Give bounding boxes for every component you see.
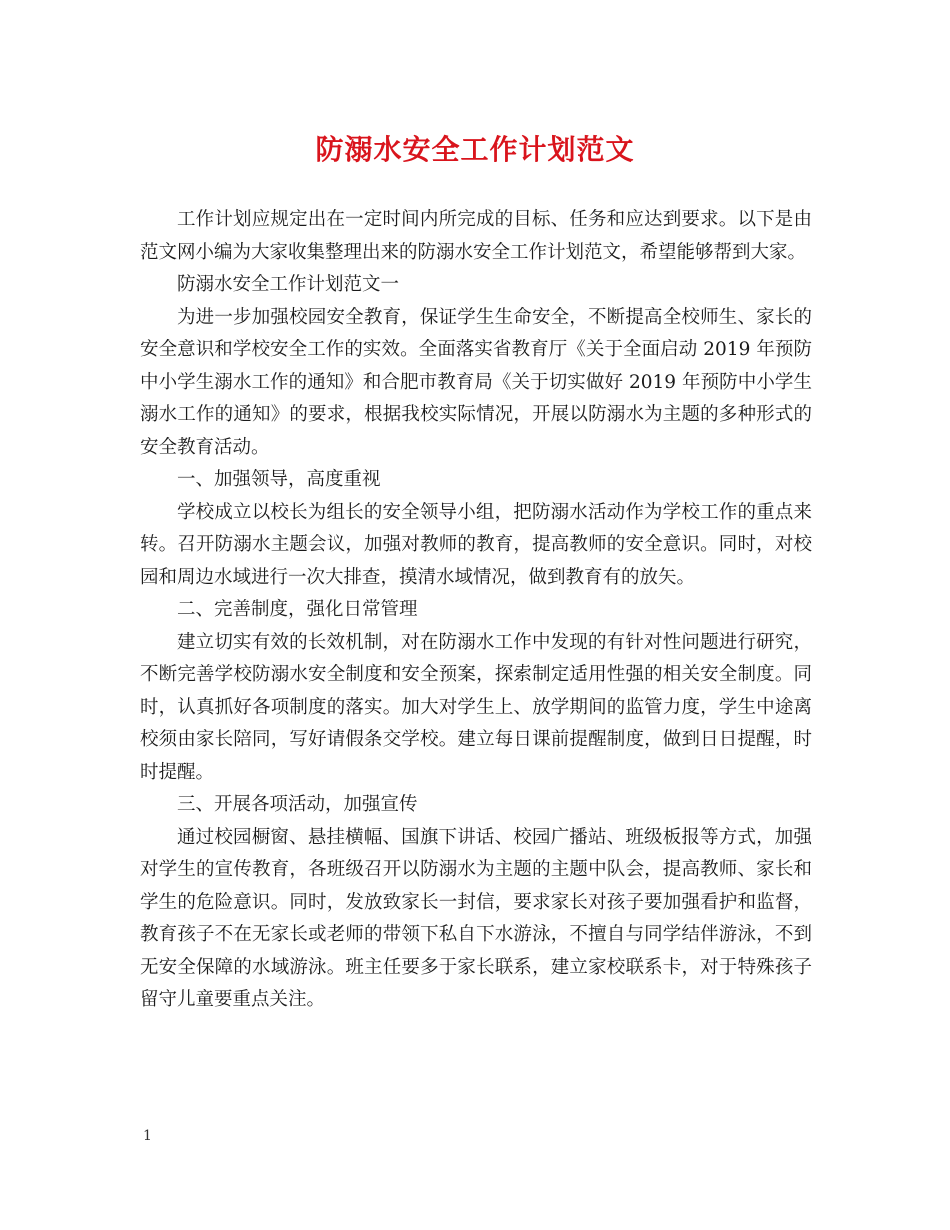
page-number: 1: [143, 1128, 152, 1144]
section-heading-leadership: 一、加强领导，高度重视: [177, 469, 381, 490]
document-title: 防溺水安全工作计划范文: [315, 133, 635, 166]
section-heading-plan-one: 防溺水安全工作计划范文一: [177, 274, 400, 295]
paragraph-system: 建立切实有效的长效机制，对在防溺水工作中发现的有针对性问题进行研究，不断完善学校防溺水安全制度和安全预案，探索制定适用性强的相关安全制度。同时，认真抓好各项制度的落实。加大对学生上、放学期间的监管力度，学生中途离校须由家长陪同，写好请假条交学校。建立每日课前提醒制度，做到日日提醒，时时提醒。: [140, 631, 812, 783]
document-body: [140, 204, 812, 1017]
paragraph-purpose: 为进一步加强校园安全教育，保证学生生命安全，不断提高全校师生、家长的安全意识和学校安全工作的实效。全面落实省教育厅《关于全面启动 2019 年预防中小学生溺水工作的通知》和合肥市教育局《关于切实做好 2019 年预防中小学生溺水工作的通知》的要求，根据我校实际情况，开展以防溺水为主题的多种形式的安全教育活动。: [140, 306, 812, 458]
paragraph-activities: 通过校园橱窗、悬挂横幅、国旗下讲话、校园广播站、班级板报等方式，加强对学生的宣传教育，各班级召开以防溺水为主题的主题中队会，提高教师、家长和学生的危险意识。同时，发放致家长一封信，要求家长对孩子要加强看护和监督，教育孩子不在无家长或老师的带领下私自下水游泳，不擅自与同学结伴游泳，不到无安全保障的水域游泳。班主任要多于家长联系，建立家校联系卡，对于特殊孩子留守儿童要重点关注。: [140, 826, 812, 1010]
section-heading-activities: 三、开展各项活动，加强宣传: [177, 794, 418, 815]
paragraph-intro: 工作计划应规定出在一定时间内所完成的目标、任务和应达到要求。以下是由范文网小编为大家收集整理出来的防溺水安全工作计划范文，希望能够帮到大家。: [140, 209, 812, 263]
paragraph-leadership: 学校成立以校长为组长的安全领导小组，把防溺水活动作为学校工作的重点来转。召开防溺水主题会议，加强对教师的教育，提高教师的安全意识。同时，对校园和周边水域进行一次大排查，摸清水域情况，做到教育有的放矢。: [140, 501, 812, 588]
section-heading-system: 二、完善制度，强化日常管理: [177, 599, 418, 620]
